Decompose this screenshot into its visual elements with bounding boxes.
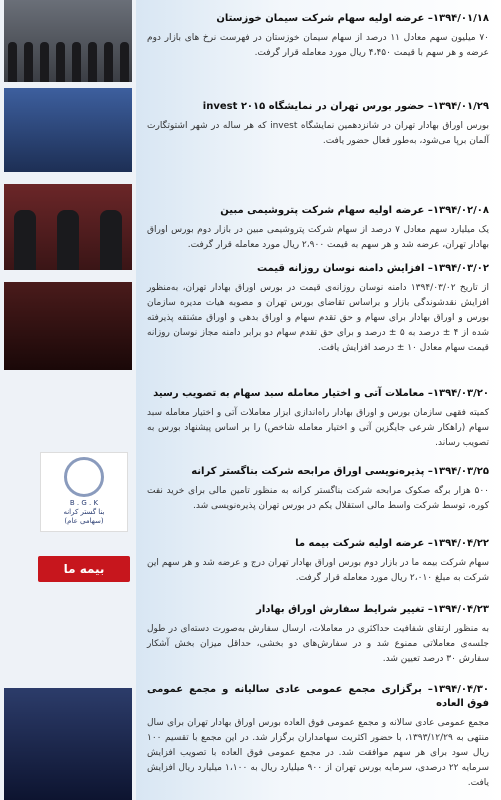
news-item (147, 465, 489, 514)
photo-trading-hall (4, 282, 132, 370)
news-body: بورس اوراق بهادار تهران در شانزدهمین نمایشگاه invest که هر ساله در شهر اشتوتگارت آلمان برپا می‌شود، به‌طور فعال حضور یافت. (147, 121, 489, 146)
news-item (147, 537, 489, 586)
person-figure (104, 42, 113, 82)
news-body: ۵۰۰ هزار برگه صکوک مرابحه شرکت بناگستر کرانه به منظور تامین مالی برای خرید نفت کوره، توسط شرکت واسط مالی استقلال یکم در بورس تهران پذیره‌نویسی شد. (147, 486, 489, 511)
person-figure (88, 42, 97, 82)
person-figure (56, 42, 65, 82)
news-title: ۱۳۹۴/۰۴/۳۰– برگزاری مجمع عمومی عادی سالیانه و مجمع عمومی فوق العاده (147, 684, 489, 709)
bgk-logo (40, 452, 128, 532)
news-body: از تاریخ ۱۳۹۴/۰۳/۰۲ دامنه نوسان روزانه‌ی قیمت در بورس اوراق بهادار تهران، به‌منظور افزایش نقدشوندگی بازار و براساس تقاضای بورس تهران و مصوبه هیات مدیره سازمان بورس و اوراق بهادار برای سهام و حق تقدم سهام و اوراق بدهی و اوراق مشتقه پذیرفته شده از ۴ ± درصد به ۵ ± درصد و برای حق تقدم سهام دو برابر دامنه مجاز نوسان روزانه قیمت سهام معادل ۱۰ ± درصد افزایش یافت. (147, 283, 489, 353)
news-body: کمیته فقهی سازمان بورس و اوراق بهادار راه‌اندازی ابزار معاملات آتی و اختیار معامله سبد سهام (راهکار شرعی جایگزین آتی و اختیار معامله شاخص) را بر اساس پیشنهاد بورس به تصویب رساند. (147, 408, 489, 448)
news-item (147, 100, 489, 149)
news-item (147, 683, 489, 791)
person-figure (120, 42, 129, 82)
bgk-logo-line2: بنا گستر کرانه (63, 508, 105, 516)
news-title: ۱۳۹۴/۰۳/۰۲– افزایش دامنه نوسان روزانه قیمت (256, 263, 489, 274)
photo-mobin-ceremony (4, 184, 132, 270)
news-body: سهام شرکت بیمه ما در بازار دوم بورس اوراق بهادار تهران درج و عرضه شد و هر سهم این شرکت به مبلغ ۲،۰۱۰ ریال مورد معامله قرار گرفت. (147, 558, 489, 583)
news-body: به منظور ارتقای شفافیت حداکثری در معاملات، ارسال سفارش به‌صورت دسته‌ای در طول جلسه‌ی معاملاتی ممنوع شد و در سفارش‌های دو بخشی، حداقل میزان بخش آشکار سفارش ۳۰ درصد تعیین شد. (147, 624, 489, 664)
image-column (0, 0, 136, 800)
photo-general-assembly (4, 688, 132, 800)
news-body: ۷۰ میلیون سهم معادل ۱۱ درصد از سهام سیمان خوزستان در فهرست نرخ های بازار دوم عرضه و هر سهم با قیمت ۴،۴۵۰ ریال مورد معامله قرار گرفت. (147, 33, 489, 58)
bime-ma-logo-text: بیمه ما (63, 562, 105, 576)
person-figure (100, 210, 122, 270)
news-item (147, 603, 489, 667)
news-body: مجمع عمومی عادی سالانه و مجمع عمومی فوق العاده بورس اوراق بهادار تهران برای سال منتهی به ۱۳۹۳/۱۲/۲۹، با حضور اکثریت سهامداران برگزار شد. در این مجمع با تقسیم ۱۰۰ ریال سود برای هر سهم موافقت شد. در مجمع عمومی فوق العاده با تصویب افزایش سرمایه ۲۲ درصدی، سرمایه بورس تهران از ۹۰۰ میلیارد ریال به ۱،۱۰۰ میلیارد ریال افزایش یافت. (147, 718, 490, 788)
news-body: یک میلیارد سهم معادل ۷ درصد از سهام شرکت پتروشیمی مبین در بازار دوم بورس اوراق بهادار تهران، عرضه شد و هر سهم به قیمت ۲،۹۰۰ ریال مورد معامله قرار گرفت. (147, 225, 489, 250)
photo-khuzestan-cement (4, 0, 132, 82)
news-item (147, 387, 489, 451)
news-column (136, 0, 501, 800)
bime-ma-logo (38, 556, 130, 582)
person-figure (14, 210, 36, 270)
news-item (147, 262, 489, 356)
news-title: ۱۳۹۴/۰۴/۲۳– تغییر شرایط سفارش اوراق بهادار (256, 604, 489, 615)
news-title: ۱۳۹۴/۰۱/۲۹– حضور بورس تهران در نمایشگاه invest ۲۰۱۵ (202, 101, 489, 112)
person-figure (24, 42, 33, 82)
news-title: ۱۳۹۴/۰۱/۱۸– عرضه اولیه سهام شرکت سیمان خوزستان (216, 13, 489, 24)
news-title: ۱۳۹۴/۰۳/۲۰– معاملات آتی و اختیار معامله سبد سهام به تصویب رسید (153, 388, 489, 399)
news-title: ۱۳۹۴/۰۲/۰۸– عرضه اولیه سهام شرکت پتروشیمی مبین (220, 205, 489, 216)
bgk-logo-icon (64, 457, 104, 497)
news-title: ۱۳۹۴/۰۴/۲۲– عرضه اولیه شرکت بیمه ما (295, 538, 489, 549)
bgk-logo-line3: (سهامی عام) (64, 517, 104, 525)
bgk-logo-line1: B . G . K (69, 499, 99, 507)
person-figure (72, 42, 81, 82)
person-figure (40, 42, 49, 82)
news-title: ۱۳۹۴/۰۳/۲۵– پذیره‌نویسی اوراق مرابحه شرکت بناگستر کرانه (191, 466, 489, 477)
news-item (147, 12, 489, 61)
photo-invest-exhibition (4, 88, 132, 172)
person-figure (57, 210, 79, 270)
person-figure (8, 42, 17, 82)
news-item (147, 204, 489, 253)
